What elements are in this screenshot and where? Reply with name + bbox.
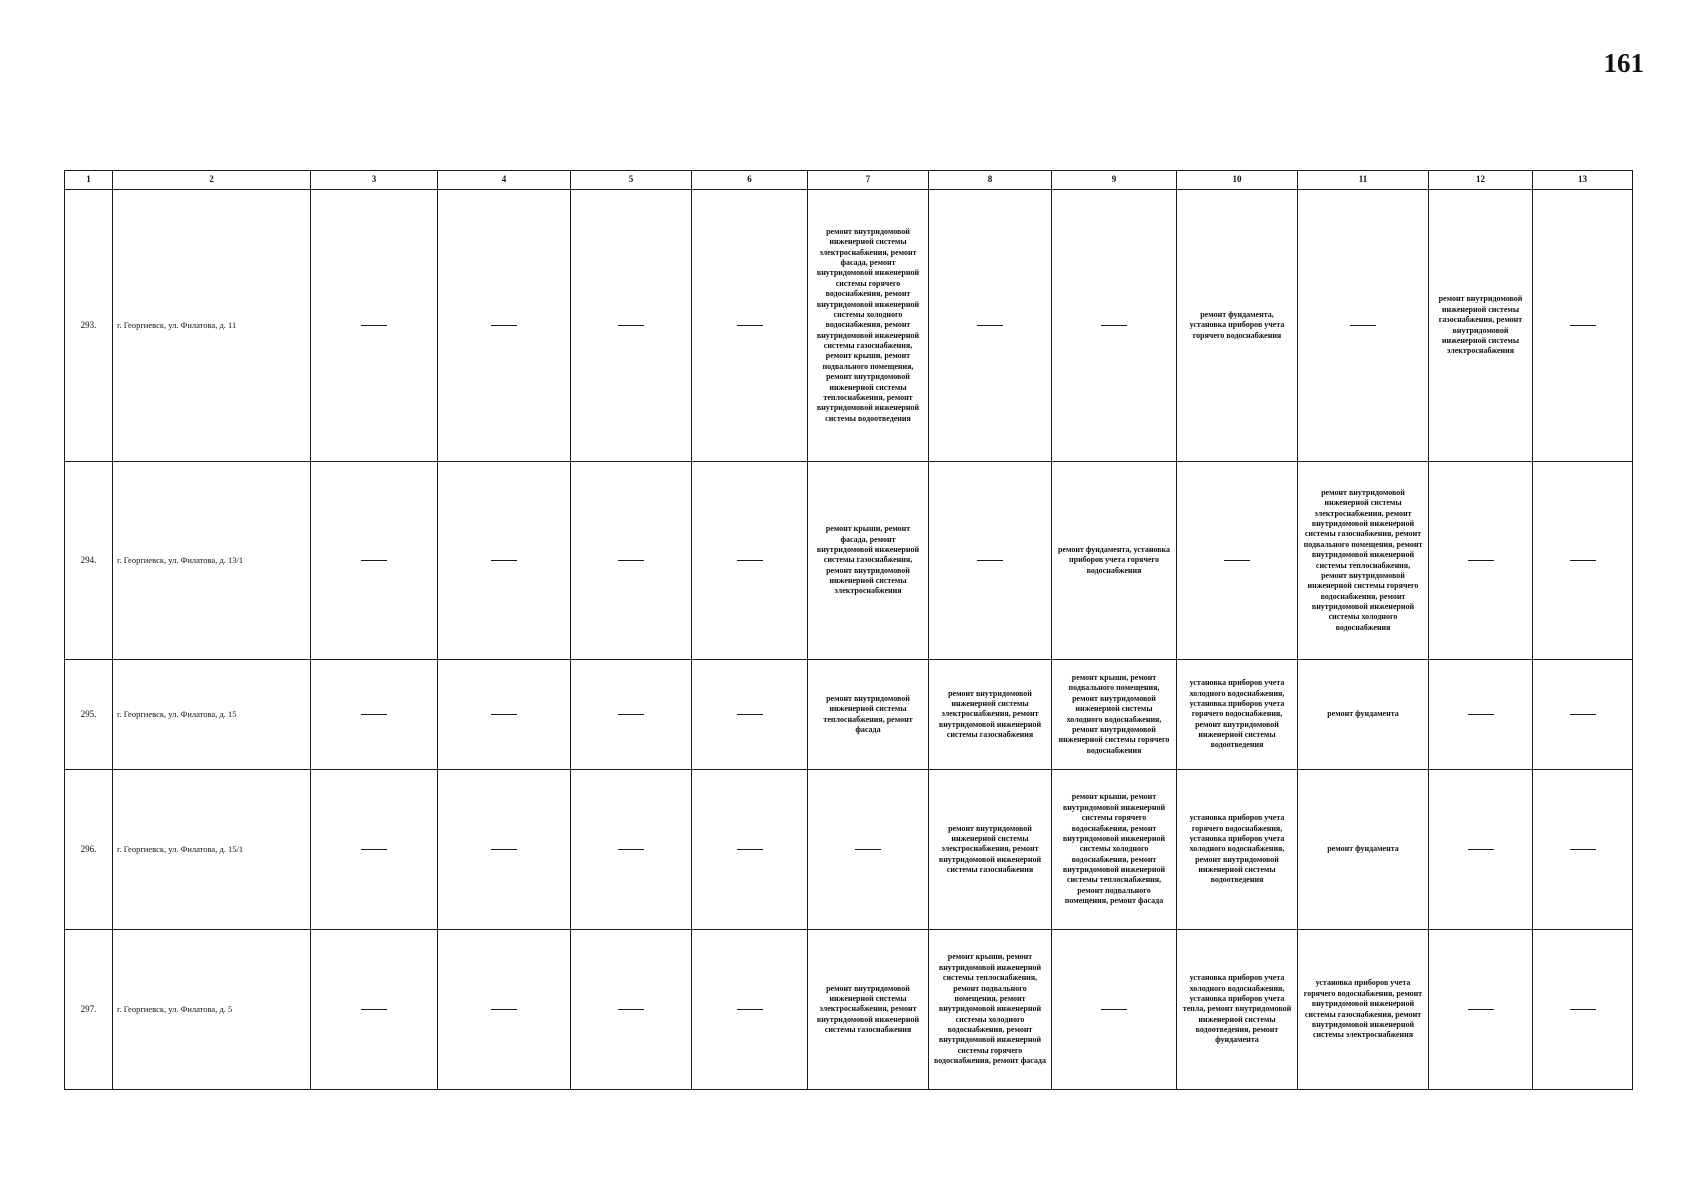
dash-mark bbox=[855, 849, 881, 850]
row-address: г. Георгиевск, ул. Филатова, д. 15 bbox=[113, 660, 311, 770]
dash-mark bbox=[361, 714, 387, 715]
table-row bbox=[65, 190, 1633, 462]
table-cell bbox=[692, 930, 808, 1090]
dash-mark bbox=[1570, 325, 1596, 326]
dash-mark bbox=[1570, 560, 1596, 561]
table-cell bbox=[311, 660, 438, 770]
table-row bbox=[65, 660, 1633, 770]
dash-mark bbox=[977, 325, 1003, 326]
table-cell bbox=[929, 770, 1052, 930]
table-cell bbox=[1429, 770, 1533, 930]
column-number-row bbox=[65, 171, 1633, 190]
row-number: 294. bbox=[65, 462, 113, 660]
table-cell bbox=[571, 930, 692, 1090]
row-number: 297. bbox=[65, 930, 113, 1090]
dash-mark bbox=[1224, 560, 1250, 561]
table-cell bbox=[1177, 190, 1298, 462]
table-cell bbox=[1052, 930, 1177, 1090]
table-cell bbox=[808, 660, 929, 770]
work-description: ремонт внутридомовой инженерной системы электроснабжения, ремонт фасада, ремонт внутридомовой инженерной системы горячего водоснабжения, ремонт внутридомовой инженерной системы холодного водоснабжения, ремонт внутридомовой инженерной системы газоснабжения, ремонт крыши, ремонт подвального помещения, ремонт внутридомовой инженерной системы теплоснабжения, ремонт внутридомовой инженерной системы водоотведения bbox=[816, 226, 920, 423]
column-header: 6 bbox=[692, 171, 808, 190]
table-cell bbox=[808, 770, 929, 930]
table-cell bbox=[929, 660, 1052, 770]
table-cell bbox=[929, 930, 1052, 1090]
dash-mark bbox=[1468, 849, 1494, 850]
dash-mark bbox=[977, 560, 1003, 561]
work-description: ремонт крыши, ремонт подвального помещения, ремонт внутридомовой инженерной системы холодного водоснабжения, ремонт внутридомовой инженерной системы горячего водоснабжения bbox=[1058, 672, 1170, 755]
table-cell bbox=[438, 660, 571, 770]
column-header: 2 bbox=[113, 171, 311, 190]
table-cell bbox=[692, 660, 808, 770]
table-cell bbox=[1177, 660, 1298, 770]
table-cell bbox=[1533, 190, 1633, 462]
dash-mark bbox=[361, 1009, 387, 1010]
table-cell bbox=[438, 190, 571, 462]
row-address: г. Георгиевск, ул. Филатова, д. 5 bbox=[113, 930, 311, 1090]
table-cell bbox=[692, 770, 808, 930]
dash-mark bbox=[1468, 1009, 1494, 1010]
work-description: установка приборов учета холодного водоснабжения, установка приборов учета тепла, ремонт внутридомовой инженерной системы водоотведения, ремонт фундамента bbox=[1182, 973, 1292, 1045]
page-number: 161 bbox=[1603, 48, 1644, 78]
row-address: г. Георгиевск, ул. Филатова, д. 13/1 bbox=[113, 462, 311, 660]
work-description: ремонт внутридомовой инженерной системы электроснабжения, ремонт внутридомовой инженерной системы газоснабжения bbox=[938, 823, 1042, 875]
column-header: 13 bbox=[1533, 171, 1633, 190]
dash-mark bbox=[618, 1009, 644, 1010]
dash-mark bbox=[1101, 325, 1127, 326]
table-cell bbox=[1429, 660, 1533, 770]
table-cell bbox=[808, 190, 929, 462]
dash-mark bbox=[737, 325, 763, 326]
work-description: ремонт крыши, ремонт внутридомовой инженерной системы горячего водоснабжения, ремонт внутридомовой инженерной системы холодного водоснабжения, ремонт внутридомовой инженерной системы теплоснабжения, ремонт подвального помещения, ремонт фасада bbox=[1062, 792, 1166, 906]
table-row bbox=[65, 930, 1633, 1090]
work-description: ремонт фундамента, установка приборов учета горячего водоснабжения bbox=[1057, 544, 1171, 575]
work-description: установка приборов учета горячего водоснабжения, установка приборов учета холодного водоснабжения, ремонт внутридомовой инженерной системы водоотведения bbox=[1189, 813, 1285, 885]
column-header: 10 bbox=[1177, 171, 1298, 190]
table-cell bbox=[1533, 930, 1633, 1090]
repair-schedule-table bbox=[64, 170, 1633, 1090]
table-cell bbox=[692, 462, 808, 660]
table-cell bbox=[311, 930, 438, 1090]
row-number: 296. bbox=[65, 770, 113, 930]
dash-mark bbox=[1350, 325, 1376, 326]
table-cell bbox=[1052, 660, 1177, 770]
dash-mark bbox=[1570, 714, 1596, 715]
dash-mark bbox=[618, 325, 644, 326]
table-cell bbox=[1052, 190, 1177, 462]
table-cell bbox=[311, 462, 438, 660]
dash-mark bbox=[1570, 1009, 1596, 1010]
work-description: ремонт фундамента, установка приборов учета горячего водоснабжения bbox=[1189, 309, 1285, 340]
row-address: г. Георгиевск, ул. Филатова, д. 11 bbox=[113, 190, 311, 462]
table-cell bbox=[571, 190, 692, 462]
dash-mark bbox=[737, 1009, 763, 1010]
dash-mark bbox=[1468, 714, 1494, 715]
work-description: ремонт внутридомовой инженерной системы газоснабжения, ремонт внутридомовой инженерной системы электроснабжения bbox=[1438, 294, 1523, 356]
table-cell bbox=[311, 190, 438, 462]
table-cell bbox=[1533, 770, 1633, 930]
dash-mark bbox=[491, 325, 517, 326]
dash-mark bbox=[361, 325, 387, 326]
table-row bbox=[65, 770, 1633, 930]
column-header: 11 bbox=[1298, 171, 1429, 190]
table-cell bbox=[808, 462, 929, 660]
table-cell bbox=[929, 462, 1052, 660]
table-cell bbox=[1052, 462, 1177, 660]
work-description: ремонт фундамента bbox=[1327, 844, 1399, 854]
table-cell bbox=[571, 462, 692, 660]
table-cell bbox=[1429, 930, 1533, 1090]
column-header: 12 bbox=[1429, 171, 1533, 190]
table-cell bbox=[1429, 462, 1533, 660]
table-cell bbox=[929, 190, 1052, 462]
dash-mark bbox=[1468, 560, 1494, 561]
row-number: 295. bbox=[65, 660, 113, 770]
dash-mark bbox=[491, 560, 517, 561]
dash-mark bbox=[491, 849, 517, 850]
table-cell bbox=[1298, 770, 1429, 930]
column-header: 7 bbox=[808, 171, 929, 190]
table-cell bbox=[808, 930, 929, 1090]
table-cell bbox=[438, 462, 571, 660]
dash-mark bbox=[618, 714, 644, 715]
row-address: г. Георгиевск, ул. Филатова, д. 15/1 bbox=[113, 770, 311, 930]
work-description: установка приборов учета холодного водоснабжения, установка приборов учета горячего водоснабжения, ремонт внутридомовой инженерной системы водоотведения bbox=[1189, 678, 1285, 750]
dash-mark bbox=[491, 1009, 517, 1010]
table-cell bbox=[571, 770, 692, 930]
table-row bbox=[65, 462, 1633, 660]
table-cell bbox=[692, 190, 808, 462]
work-description: ремонт внутридомовой инженерной системы электроснабжения, ремонт внутридомовой инженерной системы газоснабжения bbox=[938, 688, 1042, 740]
dash-mark bbox=[618, 560, 644, 561]
table-cell bbox=[1298, 930, 1429, 1090]
column-header: 5 bbox=[571, 171, 692, 190]
work-description: ремонт фундамента bbox=[1327, 709, 1399, 719]
dash-mark bbox=[1101, 1009, 1127, 1010]
row-number: 293. bbox=[65, 190, 113, 462]
table-cell bbox=[438, 930, 571, 1090]
work-description: ремонт внутридомовой инженерной системы электроснабжения, ремонт внутридомовой инженерной системы газоснабжения bbox=[816, 983, 920, 1035]
column-header: 4 bbox=[438, 171, 571, 190]
dash-mark bbox=[737, 849, 763, 850]
dash-mark bbox=[1570, 849, 1596, 850]
table-cell bbox=[1177, 770, 1298, 930]
work-description: ремонт внутридомовой инженерной системы теплоснабжения, ремонт фасада bbox=[823, 693, 913, 734]
column-header: 8 bbox=[929, 171, 1052, 190]
table-cell bbox=[311, 770, 438, 930]
column-header: 9 bbox=[1052, 171, 1177, 190]
column-header: 1 bbox=[65, 171, 113, 190]
table-cell bbox=[1298, 462, 1429, 660]
dash-mark bbox=[737, 560, 763, 561]
table-cell bbox=[1298, 660, 1429, 770]
work-description: ремонт крыши, ремонт фасада, ремонт внутридомовой инженерной системы газоснабжения, ремонт внутридомовой инженерной системы электроснабжения bbox=[816, 524, 920, 596]
dash-mark bbox=[361, 849, 387, 850]
dash-mark bbox=[361, 560, 387, 561]
table-cell bbox=[1298, 190, 1429, 462]
column-header: 3 bbox=[311, 171, 438, 190]
work-description: ремонт внутридомовой инженерной системы электроснабжения, ремонт внутридомовой инженерной системы газоснабжения, ремонт подвального помещения, ремонт внутридомовой инженерной системы теплоснабжения, ремонт внутридомовой инженерной системы горячего водоснабжения, ремонт внутридомовой инженерной системы холодного водоснабжения bbox=[1303, 487, 1423, 632]
dash-mark bbox=[618, 849, 644, 850]
table-cell bbox=[1533, 660, 1633, 770]
dash-mark bbox=[737, 714, 763, 715]
table-cell bbox=[571, 660, 692, 770]
table-cell bbox=[1052, 770, 1177, 930]
table-cell bbox=[1177, 462, 1298, 660]
table-cell bbox=[1429, 190, 1533, 462]
work-description: установка приборов учета горячего водоснабжения, ремонт внутридомовой инженерной системы газоснабжения, ремонт внутридомовой инженерной системы электроснабжения bbox=[1303, 978, 1423, 1040]
table-cell bbox=[1533, 462, 1633, 660]
table-cell bbox=[1177, 930, 1298, 1090]
work-description: ремонт крыши, ремонт внутридомовой инженерной системы теплоснабжения, ремонт подвального помещения, ремонт внутридомовой инженерной системы холодного водоснабжения, ремонт внутридомовой инженерной системы горячего водоснабжения, ремонт фасада bbox=[934, 952, 1046, 1066]
table-cell bbox=[438, 770, 571, 930]
dash-mark bbox=[491, 714, 517, 715]
